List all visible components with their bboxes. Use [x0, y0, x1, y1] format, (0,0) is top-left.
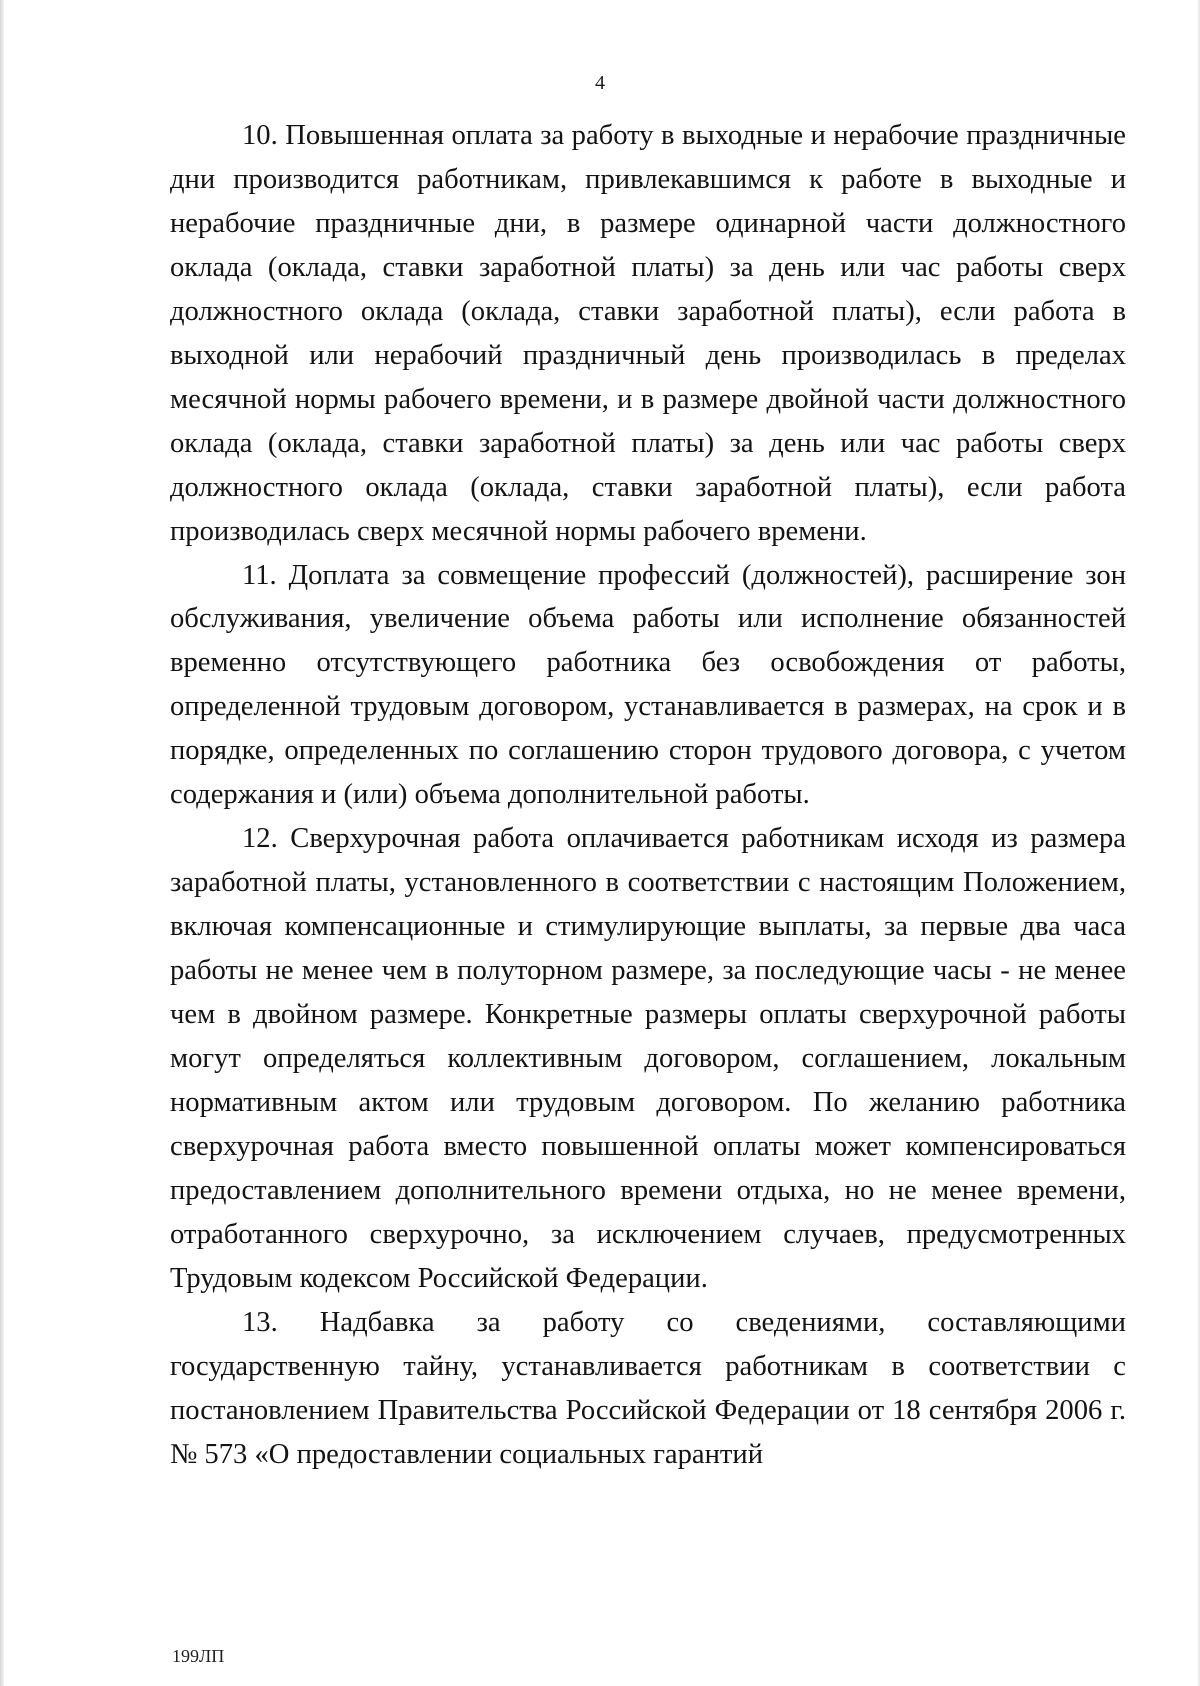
- page-number: 4: [595, 72, 605, 94]
- footer-document-code: 199ЛП: [172, 1646, 225, 1666]
- paragraph-13: 13. Надбавка за работу со сведениями, составляющими государственную тайну, устанавливается работникам в соответствии с постановлением Правительства Российской Федерации от 18 сентября 2006 г. № 573 «О предоставлении социальных гарантий: [170, 1306, 1126, 1470]
- paragraph-10: 10. Повышенная оплата за работу в выходные и нерабочие праздничные дни производится работникам, привлекавшимся к работе в выходные и нерабочие праздничные дни, в размере одинарной части должностного оклада (оклада, ставки заработной платы) за день или час работы сверх должностного оклада (оклада, ставки заработной платы), если работа в выходной или нерабочий праздничный день производилась в пределах месячной нормы рабочего времени, и в размере двойной части должностного оклада (оклада, ставки заработной платы) за день или час работы сверх должностного оклада (оклада, ставки заработной платы), если работа производилась сверх месячной нормы рабочего времени.: [170, 120, 1126, 547]
- scan-edge-left: [0, 0, 4, 1686]
- paragraph-11: 11. Доплата за совмещение профессий (должностей), расширение зон обслуживания, увеличение объема работы или исполнение обязанностей временно отсутствующего работника без освобождения от работы, определенной трудовым договором, устанавливается в размерах, на срок и в порядке, определенных по соглашению сторон трудового договора, с учетом содержания и (или) объема дополнительной работы.: [170, 559, 1126, 811]
- paragraph-12: 12. Сверхурочная работа оплачивается работникам исходя из размера заработной платы, установленного в соответствии с настоящим Положением, включая компенсационные и стимулирующие выплаты, за первые два часа работы не менее чем в полуторном размере, за последующие часы - не менее чем в двойном размере. Конкретные размеры оплаты сверхурочной работы могут определяться коллективным договором, соглашением, локальным нормативным актом или трудовым договором. По желанию работника сверхурочная работа вместо повышенной оплаты может компенсироваться предоставлением дополнительного времени отдыха, но не менее времени, отработанного сверхурочно, за исключением случаев, предусмотренных Трудовым кодексом Российской Федерации.: [170, 823, 1126, 1294]
- document-body: [170, 114, 1126, 1477]
